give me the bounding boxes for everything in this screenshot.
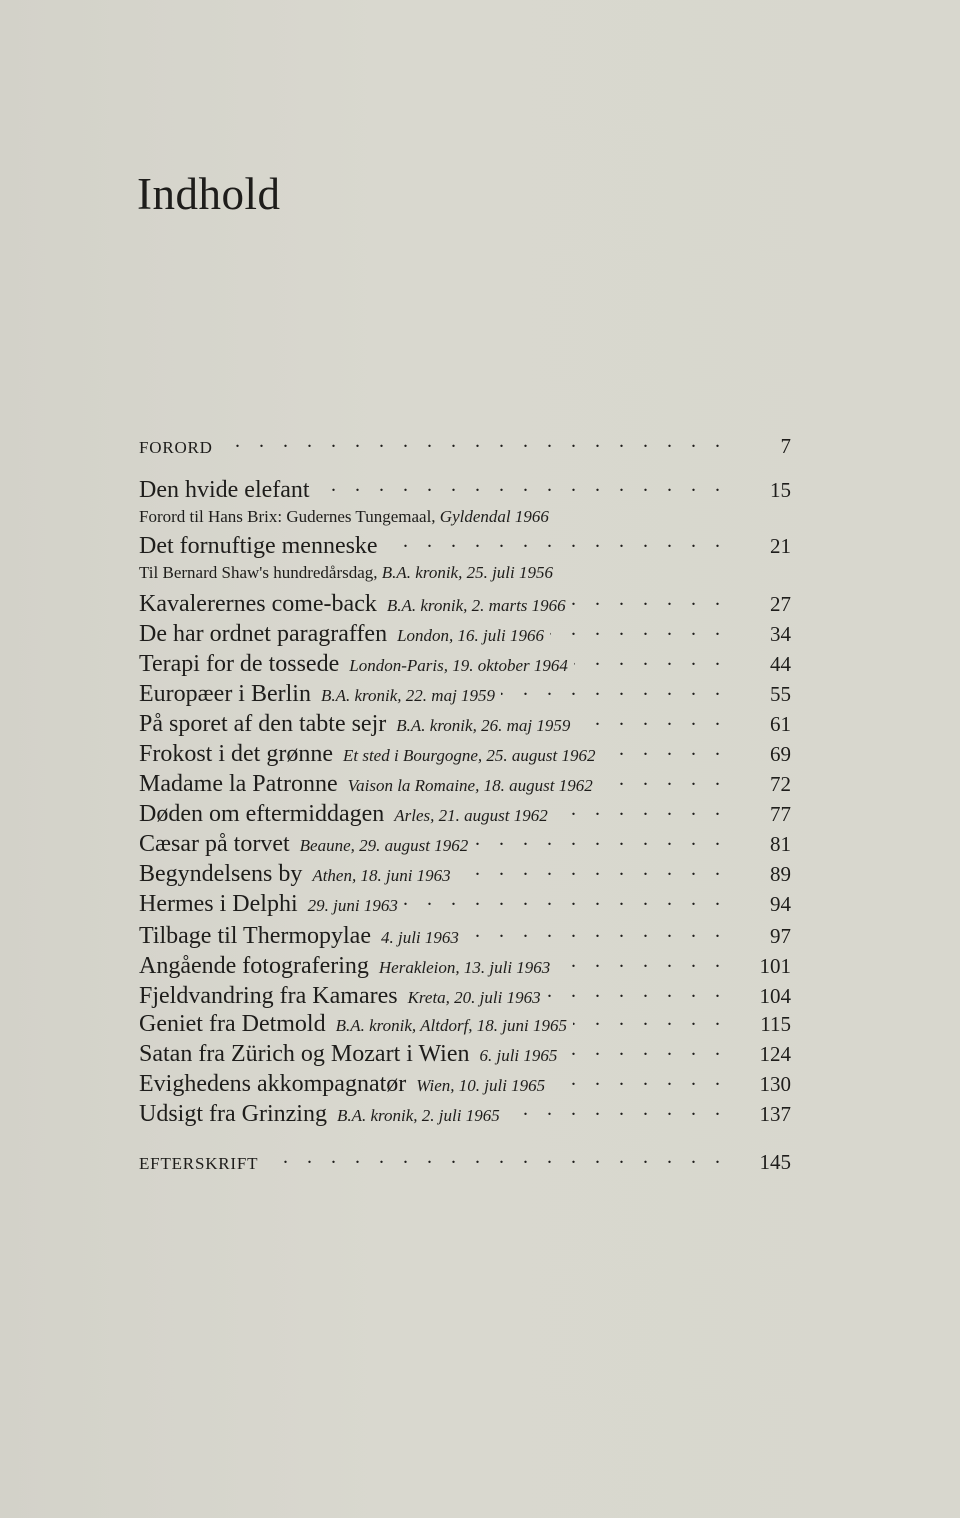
entry-page-number: 137: [759, 1102, 791, 1126]
toc-entry: [139, 430, 791, 460]
entry-source: 29. juni 1963: [307, 896, 398, 915]
dot-leader: [316, 474, 727, 497]
entry-source: B.A. kronik, 2. juli 1965: [336, 1106, 500, 1125]
toc-entry: [139, 980, 791, 1010]
toc-entry: [139, 738, 791, 768]
toc-entry: [139, 618, 791, 648]
dot-leader: [572, 588, 727, 611]
entry-source: Athen, 18. juni 1963: [312, 866, 451, 885]
entry-page-number: 72: [770, 772, 791, 796]
note-source: Gyldendal 1966: [439, 507, 549, 526]
dot-leader: [576, 708, 727, 731]
toc-entry: [139, 1008, 791, 1038]
dot-leader: [474, 828, 727, 851]
toc-entry: [139, 474, 791, 504]
entry-title: Tilbage til Thermopylae: [139, 923, 371, 949]
entry-title: Begyndelsens by: [139, 861, 303, 887]
entry-page-number: 130: [759, 1072, 791, 1096]
toc-entry: [139, 1068, 791, 1098]
dot-leader: [573, 1008, 727, 1031]
entry-source: B.A. kronik, 2. marts 1966: [386, 596, 566, 615]
entry-note: [139, 563, 553, 583]
entry-page-number: 89: [770, 862, 791, 886]
toc-entry: [139, 1038, 791, 1068]
toc-entry: [139, 798, 791, 828]
entry-source: B.A. kronik, 26. maj 1959: [396, 716, 571, 735]
entry-title: De har ordnet paragraffen: [139, 621, 388, 647]
entry-source: Vaison la Romaine, 18. august 1962: [347, 776, 593, 795]
entry-title: Frokost i det grønne: [139, 741, 333, 767]
dot-leader: [574, 648, 727, 671]
dot-leader: [219, 430, 727, 453]
dot-leader: [264, 1146, 727, 1169]
dot-leader: [547, 980, 727, 1003]
toc-entry: [139, 768, 791, 798]
entry-note: [139, 507, 549, 527]
entry-source: Kreta, 20. juli 1963: [407, 988, 541, 1007]
entry-page-number: 81: [770, 832, 791, 856]
toc-entry: [139, 920, 791, 950]
entry-title: På sporet af den tabte sejr: [139, 711, 387, 737]
note-text: Til Bernard Shaw's hundredårsdag,: [139, 563, 382, 582]
entry-title: Cæsar på torvet: [139, 831, 290, 857]
entry-page-number: 55: [770, 682, 791, 706]
entry-title: Den hvide elefant: [139, 477, 310, 503]
dot-leader: [404, 888, 727, 911]
entry-title: FORORD: [139, 438, 213, 457]
dot-leader: [563, 1038, 727, 1061]
entry-page-number: 61: [770, 712, 791, 736]
entry-page-number: 21: [770, 534, 791, 558]
entry-title: Kavalerernes come-back: [139, 591, 377, 617]
entry-source: B.A. kronik, 22. maj 1959: [320, 686, 496, 705]
entry-source: Et sted i Bourgogne, 25. august 1962: [342, 746, 596, 765]
entry-page-number: 27: [770, 592, 791, 616]
dot-leader: [601, 738, 727, 761]
entry-source: Arles, 21. august 1962: [394, 806, 548, 825]
toc-entry: [139, 708, 791, 738]
entry-title: Europæer i Berlin: [139, 681, 311, 707]
dot-leader: [556, 950, 727, 973]
entry-title: Døden om eftermiddagen: [139, 801, 385, 827]
entry-page-number: 15: [770, 478, 791, 502]
toc-entry: [139, 950, 791, 980]
entry-page-number: 124: [759, 1042, 791, 1066]
entry-title: Satan fra Zürich og Mozart i Wien: [139, 1041, 470, 1067]
toc-entry: [139, 828, 791, 858]
entry-title: Terapi for de tossede: [139, 651, 340, 677]
entry-page-number: 7: [780, 434, 791, 458]
toc-entry: [139, 530, 791, 560]
entry-source: London-Paris, 19. oktober 1964: [349, 656, 568, 675]
entry-page-number: 101: [759, 954, 791, 978]
dot-leader: [554, 798, 727, 821]
entry-title: Evighedens akkompagnatør: [139, 1071, 407, 1097]
dot-leader: [384, 530, 727, 553]
entry-title: Det fornuftige menneske: [139, 533, 378, 559]
toc-entry: [139, 1146, 791, 1176]
dot-leader: [550, 618, 727, 641]
entry-title: Fjeldvandring fra Kamares: [139, 983, 398, 1009]
entry-page-number: 34: [770, 622, 791, 646]
note-source: B.A. kronik, 25. juli 1956: [381, 563, 554, 582]
entry-title: Madame la Patronne: [139, 771, 338, 797]
entry-source: Beaune, 29. august 1962: [299, 836, 469, 855]
page-title: Indhold: [137, 169, 281, 219]
entry-source: London, 16. juli 1966: [397, 626, 544, 645]
entry-title: EFTERSKRIFT: [139, 1154, 259, 1173]
dot-leader: [599, 768, 727, 791]
entry-source: Wien, 10. juli 1965: [416, 1076, 546, 1095]
entry-source: 4. juli 1963: [380, 928, 459, 947]
toc-entry: [139, 858, 791, 888]
dot-leader: [457, 858, 727, 881]
entry-page-number: 69: [770, 742, 791, 766]
entry-page-number: 145: [759, 1150, 791, 1174]
toc-entry: [139, 888, 791, 918]
toc-entry: [139, 588, 791, 618]
entry-page-number: 97: [770, 924, 791, 948]
entry-title: Hermes i Delphi: [139, 891, 298, 917]
entry-page-number: 44: [770, 652, 791, 676]
entry-source: Herakleion, 13. juli 1963: [378, 958, 551, 977]
note-text: Forord til Hans Brix: Gudernes Tungemaal,: [139, 507, 440, 526]
entry-page-number: 104: [759, 984, 791, 1008]
entry-source: 6. juli 1965: [479, 1046, 558, 1065]
entry-title: Udsigt fra Grinzing: [139, 1101, 327, 1127]
toc-entry: [139, 1098, 791, 1128]
dot-leader: [465, 920, 727, 943]
entry-page-number: 77: [770, 802, 791, 826]
toc-entry: [139, 678, 791, 708]
entry-source: B.A. kronik, Altdorf, 18. juni 1965: [335, 1016, 567, 1035]
dot-leader: [551, 1068, 727, 1091]
entry-page-number: 115: [760, 1012, 791, 1036]
entry-page-number: 94: [770, 892, 791, 916]
entry-title: Angående fotografering: [139, 953, 369, 979]
dot-leader: [506, 1098, 727, 1121]
toc-entry: [139, 648, 791, 678]
dot-leader: [501, 678, 727, 701]
entry-title: Geniet fra Detmold: [139, 1011, 326, 1037]
